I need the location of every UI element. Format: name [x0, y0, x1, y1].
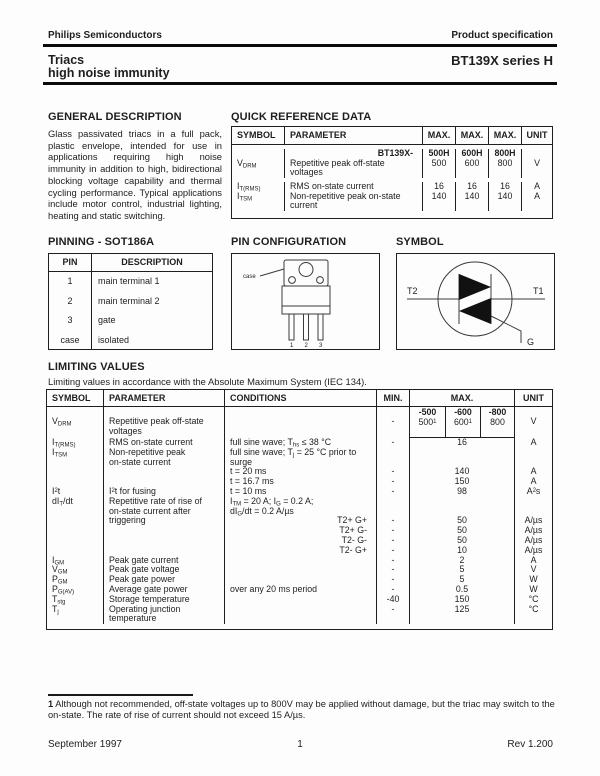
cell-parameter: Repetitive rate of rise of: [103, 497, 224, 507]
section-title-pin-configuration: PIN CONFIGURATION: [231, 236, 347, 248]
type-suffix: -500: [418, 407, 437, 417]
footer-page-number: 1: [297, 739, 303, 750]
cell-conditions: full sine wave; $T_j = 25$ °C prior to: [224, 448, 376, 458]
limiting-values-intro: Limiting values in accordance with the Absolute Maximum System (IEC 134).: [48, 376, 367, 387]
lv-header-row: [47, 390, 552, 407]
cell-max: 125: [409, 605, 514, 615]
cell-conditions: full sine wave; $T_{hs} \le 38$ °C: [224, 438, 376, 448]
cell-conditions: [224, 565, 376, 575]
cell-symbol: $V_{DRM}$: [237, 157, 257, 170]
cell-unit: A: [514, 467, 552, 477]
pinning-table: [48, 253, 213, 350]
cell-parameter: [103, 536, 224, 546]
cell-min: [376, 497, 409, 507]
cell-min: -: [376, 605, 409, 615]
cell-max: 50: [409, 536, 514, 546]
cell-symbol: $I^2t$: [52, 485, 61, 496]
cell-max: 98: [409, 487, 514, 497]
cell-parameter: on-state current: [103, 458, 224, 468]
triac-triangle-upper: [459, 274, 491, 300]
cell-symbol: [47, 614, 103, 624]
cell-conditions: over any 20 ms period: [224, 585, 376, 595]
cell-max: 800: [488, 159, 521, 169]
pin-configuration-box: [231, 253, 380, 350]
section-title-quick-reference: QUICK REFERENCE DATA: [231, 111, 372, 123]
lv-data-row: [47, 467, 552, 477]
pinning-row: [49, 331, 212, 351]
header-max: MAX.: [422, 127, 455, 144]
cell-symbol: [47, 526, 103, 536]
cell-unit: A: [521, 182, 552, 192]
cell-conditions: [224, 556, 376, 566]
cell-description: main terminal 2: [91, 292, 212, 312]
triac-triangle-lower: [459, 298, 491, 324]
cell-parameter: $I^2t$ for fusing: [103, 487, 224, 497]
mounting-hole: [299, 263, 313, 277]
lead-2: [304, 314, 309, 340]
footnote-text: Although not recommended, off-state voltages up to 800V may be applied without damage, but the triac may switch to the on-state. The rate of rise of current should not exceed 15 A/µs.: [48, 699, 555, 720]
cell-pin: 2: [67, 295, 73, 306]
cell-symbol: $I_{TSM}$: [52, 446, 68, 459]
package-body: [282, 286, 330, 314]
cell-conditions: t = 20 ms: [224, 467, 376, 477]
max-subcell: [445, 407, 480, 437]
header-spec: Product specification: [451, 30, 553, 41]
cell-max: 16: [409, 438, 514, 448]
cell-max: 16: [488, 182, 521, 192]
cell-parameter: on-state current after: [103, 507, 224, 517]
cell-unit: A/µs: [514, 536, 552, 546]
cell-symbol: [47, 546, 103, 556]
qrd-header-row: [232, 127, 552, 145]
cell-min: -: [376, 546, 409, 556]
qrd-wrap-row: [232, 201, 552, 211]
cell-max: 5: [409, 565, 514, 575]
cell-type-value: 500H: [422, 149, 455, 159]
case-label: case: [243, 274, 256, 280]
cell-conditions: T2- G-: [224, 536, 376, 546]
product-title-line1: Triacs: [48, 53, 85, 67]
cell-parameter: Peak gate power: [103, 575, 224, 585]
cell-conditions: [224, 605, 376, 615]
footnote-rule: [48, 694, 193, 696]
t2-label: T2: [407, 286, 418, 296]
qrd-data-row: [232, 159, 552, 169]
cell-min: -: [376, 575, 409, 585]
cell-parameter: Storage temperature: [103, 595, 224, 605]
cell-unit: W: [514, 585, 552, 595]
cell-symbol: [232, 201, 284, 211]
header-unit: UNIT: [521, 127, 552, 144]
cell-conditions: T2- G+: [224, 546, 376, 556]
cell-parameter: RMS on-state current: [284, 182, 422, 192]
cell-max: 50: [409, 526, 514, 536]
cell-min: -: [376, 585, 409, 595]
cell-max: 140: [488, 192, 521, 202]
cell-pin: 3: [67, 315, 73, 326]
cell-max: 140: [409, 467, 514, 477]
footnote: [48, 699, 557, 720]
lv-data-row: [47, 458, 552, 468]
lv-data-row: [47, 526, 552, 536]
cell-conditions: T2+ G+: [224, 516, 376, 526]
footer-revision: Rev 1.200: [507, 739, 553, 750]
lv-data-row: [47, 516, 552, 526]
cell-max: [455, 168, 488, 178]
product-title-line2: high noise immunity: [48, 66, 170, 80]
cell-unit: $A^2s$: [514, 487, 552, 497]
section-title-general-description: GENERAL DESCRIPTION: [48, 111, 182, 123]
cell-max: [455, 201, 488, 211]
cell-parameter: Peak gate voltage: [103, 565, 224, 575]
cell-parameter: [103, 467, 224, 477]
qrd-wrap-row: [232, 168, 552, 178]
cell-unit: [514, 448, 552, 458]
cell-max: 150: [409, 477, 514, 487]
section-title-pinning: PINNING - SOT186A: [48, 236, 155, 248]
pin-label-1: 1: [290, 343, 294, 348]
cell-unit: V: [514, 407, 552, 438]
cell-symbol: $T_{stg}$: [52, 593, 66, 606]
cell-type-label: BT139X-: [284, 149, 422, 159]
cell-min: -: [376, 526, 409, 536]
lead-1: [289, 314, 294, 340]
header-symbol: SYMBOL: [237, 130, 276, 140]
header-parameter: PARAMETER: [103, 390, 224, 406]
pin-label-2: 2: [304, 343, 308, 348]
cell-unit: [521, 168, 552, 178]
tab-hole-right: [317, 277, 324, 284]
cell-symbol: $I_{T(RMS)}$: [237, 181, 261, 193]
cell-max-group: [409, 407, 514, 438]
cell-unit: A: [514, 438, 552, 448]
cell-parameter: current: [284, 201, 422, 211]
cell-max: [409, 448, 514, 458]
cell-parameter: triggering: [103, 516, 224, 526]
cell-symbol: $I_{T(RMS)}$: [52, 437, 76, 449]
cell-symbol: [47, 536, 103, 546]
footnote-marker: 1: [48, 699, 54, 709]
max-value: 800: [490, 416, 505, 427]
cell-symbol: $T_j$: [52, 603, 59, 616]
cell-max: [488, 168, 521, 178]
package-drawing: [232, 254, 378, 348]
cell-pin: case: [60, 334, 80, 345]
limiting-values-table: [46, 389, 553, 630]
pinning-header-row: [49, 254, 212, 272]
header-description: DESCRIPTION: [91, 254, 212, 271]
header-conditions: CONDITIONS: [224, 390, 376, 406]
cell-min: [376, 448, 409, 458]
pad-row: [47, 624, 552, 632]
cell-type-value: 600H: [455, 149, 488, 159]
cell-parameter: Repetitive peak off-state: [284, 159, 422, 169]
cell-unit: W: [514, 575, 552, 585]
lv-vdrm-row: [47, 407, 552, 438]
header-max: MAX.: [455, 127, 488, 144]
cell-max: [422, 168, 455, 178]
cell-symbol: $P_{GM}$: [52, 574, 68, 586]
cell-symbol: [47, 516, 103, 526]
header-unit: UNIT: [514, 390, 552, 406]
type-suffix: -800: [488, 407, 507, 417]
header-min: MIN.: [376, 390, 409, 406]
cell-conditions: t = 10 ms: [224, 487, 376, 497]
cell-max: 16: [422, 182, 455, 192]
cell-unit: V: [514, 565, 552, 575]
cell-parameter: Peak gate current: [103, 556, 224, 566]
cell-unit: V: [521, 159, 552, 169]
cell-max: 0.5: [409, 585, 514, 595]
pin-label-3: 3: [319, 343, 323, 348]
lv-data-row: [47, 614, 552, 624]
cell-parameter: temperature: [103, 614, 224, 624]
cell-symbol: [47, 507, 103, 517]
qrd-data-row: [232, 192, 552, 202]
cell-max: 50: [409, 516, 514, 526]
header-rule-top: [43, 44, 557, 47]
cell-min: -: [376, 536, 409, 546]
cell-conditions: $dI_G/dt = 0.2$ A/µs: [224, 507, 376, 517]
t1-label: T1: [533, 286, 544, 296]
type-suffix: -600: [454, 407, 472, 417]
symbol-box: [396, 253, 555, 350]
cell-parameter: RMS on-state current: [103, 438, 224, 448]
header-rule-bottom: [43, 82, 557, 85]
cell-unit: A: [514, 477, 552, 487]
cell-max: 5: [409, 575, 514, 585]
max-value: $500^1$: [418, 416, 437, 427]
cell-symbol: $V_{GM}$: [52, 564, 68, 576]
header-max: MAX.: [409, 390, 514, 406]
cell-description: main terminal 1: [91, 272, 212, 292]
cell-parameter: Non-repetitive peak on-state: [284, 192, 422, 202]
cell-symbol: $dI_T/dt$: [52, 495, 73, 508]
cell-unit: [521, 201, 552, 211]
part-number: BT139X series H: [451, 53, 553, 68]
cell-min: -40: [376, 595, 409, 605]
max-value: $600^1$: [453, 416, 473, 427]
cell-parameter: Operating junction: [103, 605, 224, 615]
cell-unit: °C: [514, 605, 552, 615]
cell-symbol: [47, 458, 103, 468]
cell-max: 500: [422, 159, 455, 169]
cell-min: -: [376, 565, 409, 575]
lead-3: [318, 314, 323, 340]
cell-min: -: [376, 438, 409, 448]
cell-max: 150: [409, 595, 514, 605]
cell-min: -: [376, 467, 409, 477]
cell-parameter: Average gate power: [103, 585, 224, 595]
cell-min: -: [376, 556, 409, 566]
cell-description: gate: [91, 311, 212, 331]
tab-hole-left: [289, 277, 296, 284]
cell-max: [409, 497, 514, 507]
header-max: MAX.: [488, 127, 521, 144]
cell-unit: A: [521, 192, 552, 202]
general-description-text: Glass passivated triacs in a full pack, plastic envelope, intended for use in applications requiring high noise immunity in addition to high, bidirectional blocking voltage capability and thermal cycling performance. Typical applications include motor control, industrial lighting, heating and static switching.: [48, 128, 222, 221]
footer-date: September 1997: [48, 739, 122, 750]
section-title-symbol: SYMBOL: [396, 236, 444, 248]
cell-max: 140: [455, 192, 488, 202]
cell-parameter: voltages: [284, 168, 422, 178]
cell-unit: [514, 497, 552, 507]
cell-conditions: T2+ G-: [224, 526, 376, 536]
cell-unit: A/µs: [514, 516, 552, 526]
cell-max: [409, 614, 514, 624]
max-subcell: [480, 407, 514, 437]
cell-max: [488, 201, 521, 211]
cell-description: isolated: [91, 331, 212, 351]
cell-conditions: t = 16.7 ms: [224, 477, 376, 487]
cell-symbol: [47, 477, 103, 487]
cell-parameter: Repetitive peak off-state voltages: [103, 407, 224, 438]
cell-type-value: 800H: [488, 149, 521, 159]
package-tab: [284, 260, 328, 286]
cell-max: 140: [422, 192, 455, 202]
cell-parameter: Non-repetitive peak: [103, 448, 224, 458]
cell-symbol: $I_{TSM}$: [237, 190, 253, 203]
cell-symbol: [232, 168, 284, 178]
cell-symbol: $I_{GM}$: [52, 554, 65, 567]
cell-max: [422, 201, 455, 211]
lv-data-row: [47, 536, 552, 546]
pinning-row: [49, 272, 212, 292]
cell-max: 10: [409, 546, 514, 556]
pinning-row: [49, 311, 212, 331]
cell-min: -: [376, 407, 409, 438]
pinning-row: [49, 292, 212, 312]
case-leader-line: [260, 269, 284, 276]
cell-symbol: [47, 467, 103, 477]
cell-max: 600: [455, 159, 488, 169]
cell-min: -: [376, 487, 409, 497]
triac-symbol: [397, 254, 553, 348]
cell-conditions: [224, 595, 376, 605]
header-brand: Philips Semiconductors: [48, 30, 162, 41]
max-subcell: [410, 407, 445, 437]
cell-parameter: [103, 526, 224, 536]
gate-label: G: [527, 337, 535, 347]
header-symbol: SYMBOL: [52, 393, 91, 403]
cell-unit: [514, 614, 552, 624]
cell-min: [376, 614, 409, 624]
cell-unit: °C: [514, 595, 552, 605]
cell-conditions: [224, 407, 376, 438]
cell-conditions: surge: [224, 458, 376, 468]
cell-max: 2: [409, 556, 514, 566]
cell-min: -: [376, 477, 409, 487]
max-subcolumns: [410, 407, 514, 438]
cell-min: -: [376, 516, 409, 526]
cell-pin: 1: [67, 276, 73, 286]
cell-unit: A: [514, 556, 552, 566]
cell-max: 16: [455, 182, 488, 192]
cell-unit: A/µs: [514, 526, 552, 536]
cell-conditions: $I_{TM} = 20$ A; $I_G = 0.2$ A;: [224, 497, 376, 507]
cell-unit: A/µs: [514, 546, 552, 556]
section-title-limiting-values: LIMITING VALUES: [48, 361, 145, 373]
cell-symbol: $V_{DRM}$: [52, 416, 72, 428]
quick-reference-table: [231, 126, 553, 219]
pad-row: [232, 211, 552, 219]
cell-symbol: $P_{G(AV)}$: [52, 583, 75, 596]
cell-conditions: [224, 614, 376, 624]
header-parameter: PARAMETER: [284, 127, 422, 144]
header-pin: PIN: [62, 257, 78, 267]
